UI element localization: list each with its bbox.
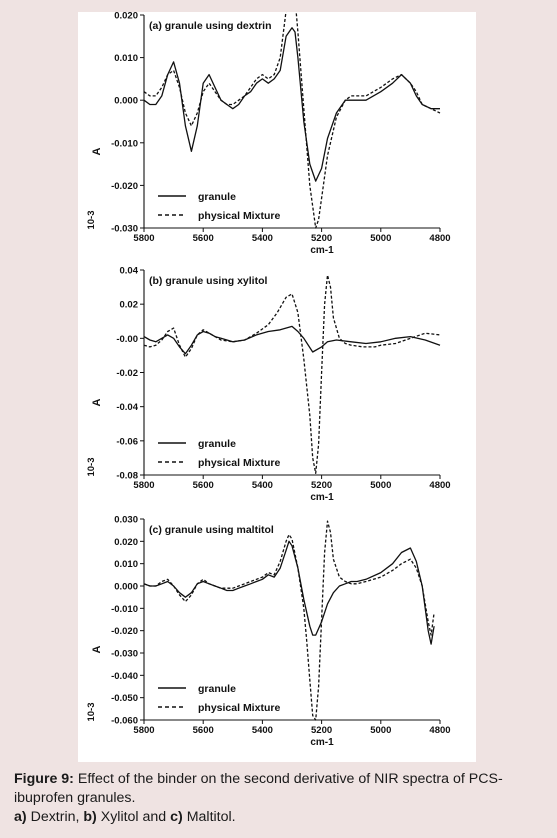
chart-b-y-tick-label: -0.06 (116, 436, 138, 448)
chart-b-x-tick-label: 5400 (251, 480, 273, 491)
chart-c-y-tick-label: -0.020 (111, 626, 138, 638)
chart-a-x-tick-label: 5600 (192, 233, 214, 244)
chart-b-xlabel: cm-1 (310, 492, 334, 503)
chart-b-y-tick-label: -0.04 (116, 402, 138, 414)
chart-b-title: (b) granule using xylitol (149, 275, 268, 287)
chart-c-y-tick-label: 0.010 (114, 559, 138, 571)
chart-b-y-tick-label: -0.02 (116, 368, 138, 379)
chart-b-y-tick-label: -0.00 (116, 333, 138, 345)
chart-c-y-tick-label: -0.030 (111, 648, 138, 660)
chart-b-x-tick-label: 4800 (429, 480, 451, 491)
chart-a-xlabel: cm-1 (310, 245, 334, 256)
chart-c-legend-mixture-label: physical Mixture (198, 702, 281, 714)
chart-b-y-tick-label: 0.02 (119, 299, 138, 311)
chart-a (86, 12, 451, 256)
chart-c-series-granule (144, 541, 434, 644)
caption-part-a: Dextrin, (26, 809, 84, 825)
chart-a-x-tick-label: 5400 (251, 233, 273, 244)
chart-b-legend-granule-label: granule (198, 438, 236, 450)
chart-a-y-tick-label: 0.000 (114, 95, 138, 107)
chart-a-x-tick-label: 5200 (311, 233, 333, 244)
chart-b-x-tick-label: 5200 (311, 480, 333, 491)
chart-c-y-tick-label: 0.020 (114, 536, 138, 548)
chart-b-y-tick-label: -0.08 (116, 470, 138, 482)
figure-svg (78, 12, 476, 762)
figure-caption (14, 770, 550, 827)
chart-c-legend-granule-label: granule (198, 683, 236, 695)
caption-key-a: a) (14, 809, 27, 825)
chart-b-x-tick-label: 5800 (133, 480, 155, 491)
chart-c-ylabel: A (91, 645, 103, 654)
figure-panel (78, 12, 476, 762)
chart-a-series-granule (144, 28, 440, 181)
chart-c-title: (c) granule using maltitol (149, 524, 274, 536)
chart-b-series-granule (144, 326, 440, 353)
chart-c-y-tick-label: 0.030 (114, 514, 138, 526)
caption-part-c: Maltitol. (182, 809, 236, 825)
chart-c-x-tick-label: 5600 (192, 725, 214, 736)
chart-a-ymultiplier: 10-3 (86, 210, 97, 230)
chart-a-series-physical-mixture (144, 12, 440, 228)
chart-b-ymultiplier: 10-3 (86, 457, 97, 477)
chart-c-xlabel: cm-1 (310, 737, 334, 748)
chart-c-series-physical-mixture (144, 521, 434, 720)
caption-key-c: c) (170, 809, 183, 825)
chart-a-x-tick-label: 4800 (429, 233, 451, 244)
chart-c-x-tick-label: 4800 (429, 725, 451, 736)
chart-a-y-tick-label: -0.010 (111, 138, 138, 150)
chart-a-y-tick-label: -0.030 (111, 223, 138, 235)
chart-a-ylabel: A (91, 147, 103, 156)
chart-c-y-tick-label: -0.050 (111, 693, 138, 705)
chart-b-series-physical-mixture (144, 275, 440, 473)
caption-part-b: Xylitol and (96, 809, 171, 825)
chart-a-legend-granule-label: granule (198, 191, 236, 203)
chart-a-y-tick-label: -0.020 (111, 180, 138, 192)
chart-b-x-tick-label: 5000 (370, 480, 392, 491)
chart-c (86, 515, 451, 749)
caption-text: Effect of the binder on the second derivative of NIR spectra of PCS-ibuprofen granules. (14, 771, 503, 806)
chart-c-y-tick-label: -0.060 (111, 715, 138, 727)
chart-b (86, 266, 451, 504)
chart-c-y-tick-label: -0.010 (111, 603, 138, 615)
chart-c-x-tick-label: 5400 (251, 725, 273, 736)
chart-b-ylabel: A (91, 398, 103, 407)
chart-c-x-tick-label: 5200 (311, 725, 333, 736)
chart-a-x-tick-label: 5800 (133, 233, 155, 244)
chart-a-title: (a) granule using dextrin (149, 20, 272, 32)
chart-b-legend-mixture-label: physical Mixture (198, 457, 281, 469)
chart-c-ymultiplier: 10-3 (86, 702, 97, 722)
chart-b-x-tick-label: 5600 (192, 480, 214, 491)
chart-b-y-tick-label: 0.04 (119, 265, 138, 277)
chart-a-y-tick-label: 0.020 (114, 12, 138, 22)
chart-a-y-tick-label: 0.010 (114, 53, 138, 65)
caption-key-b: b) (83, 809, 97, 825)
chart-a-x-tick-label: 5000 (370, 233, 392, 244)
chart-c-y-tick-label: -0.040 (111, 670, 138, 682)
caption-label: Figure 9: (14, 771, 74, 787)
chart-c-y-tick-label: 0.000 (114, 581, 138, 593)
chart-c-x-tick-label: 5800 (133, 725, 155, 736)
chart-a-legend-mixture-label: physical Mixture (198, 210, 281, 222)
chart-c-x-tick-label: 5000 (370, 725, 392, 736)
